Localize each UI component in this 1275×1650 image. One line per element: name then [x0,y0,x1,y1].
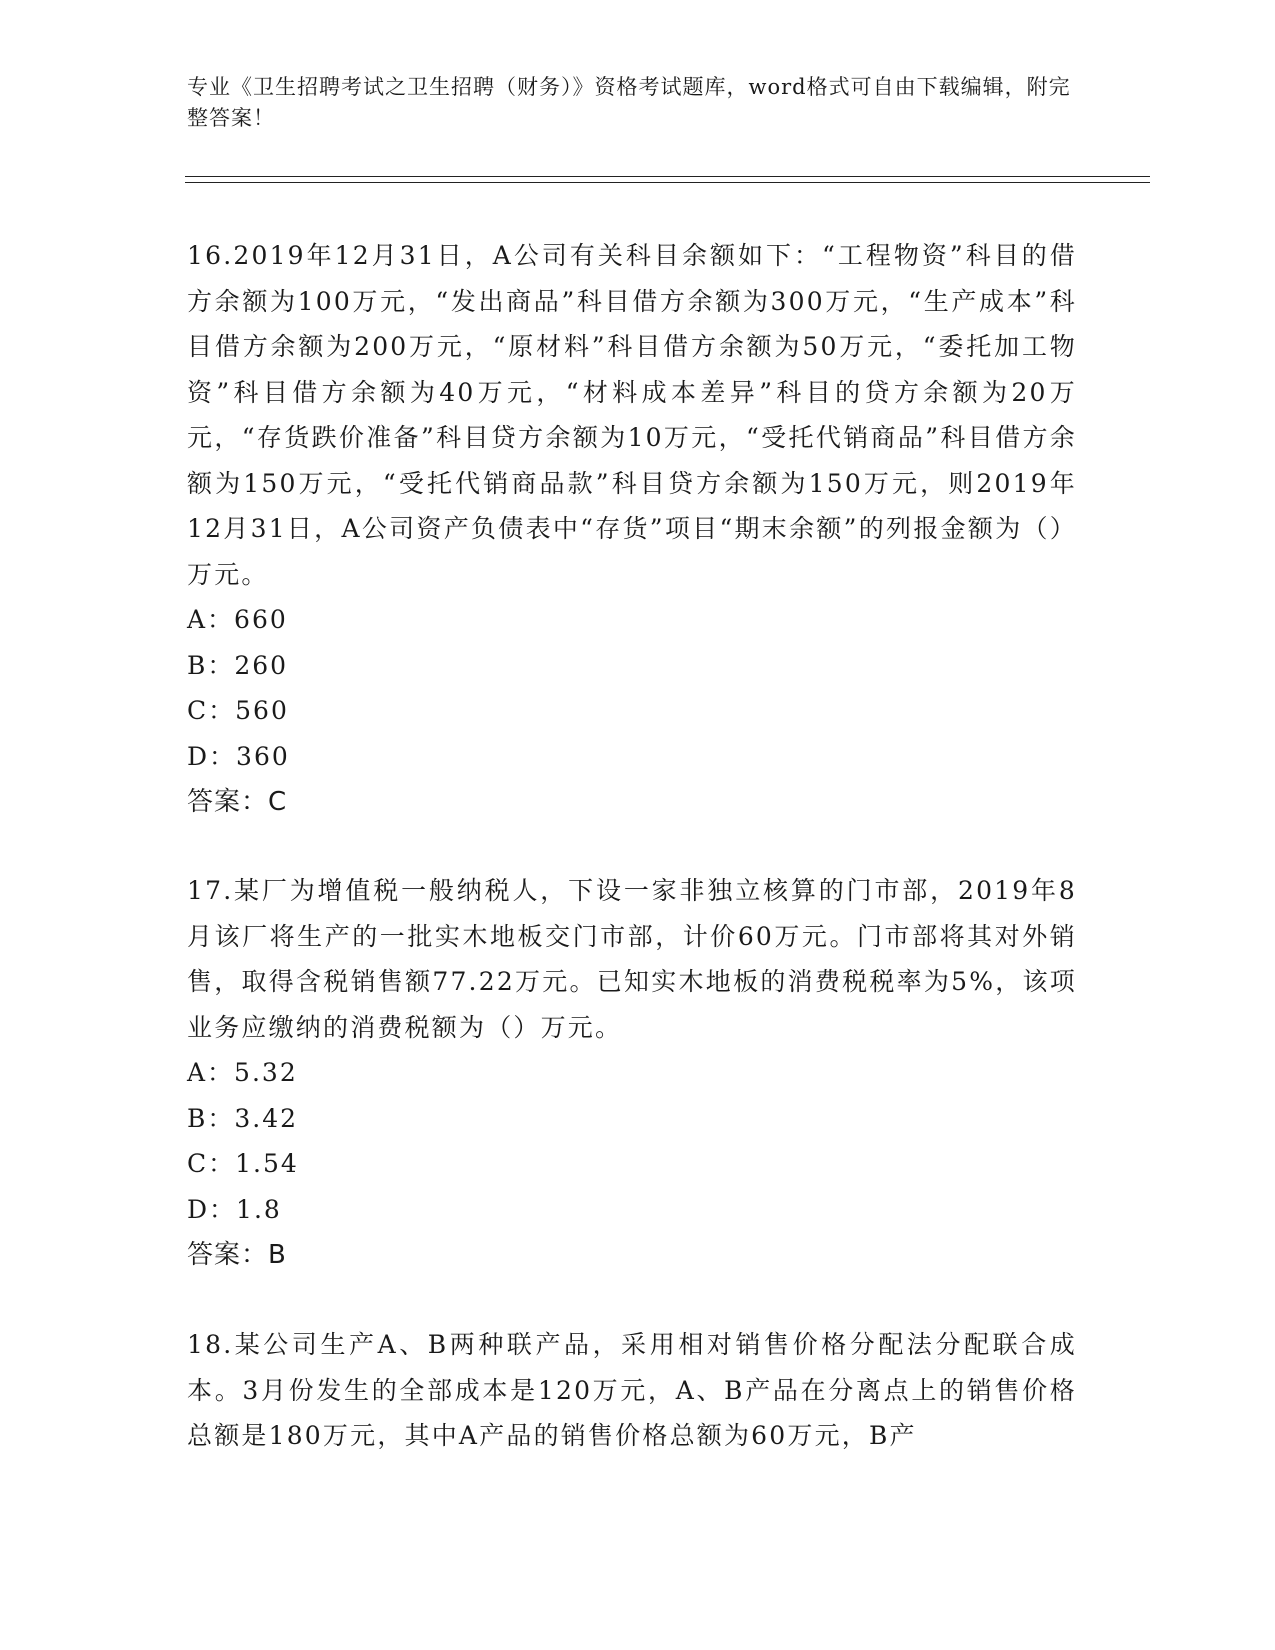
option-b: B：260 [187,650,289,680]
header-divider-bottom [185,182,1150,183]
option-c: C：1.54 [187,1149,299,1178]
document-header: 专业《卫生招聘考试之卫生招聘（财务）》资格考试题库，word格式可自由下载编辑，附完整答案！ [187,75,1071,130]
header-divider-top [185,176,1150,177]
option-d: D：1.8 [187,1194,282,1224]
option-a: A：5.32 [187,1058,298,1087]
answer-line: 答案：B [187,1240,287,1270]
question-16 [187,233,1077,825]
question-stem: 16.2019年12月31日，A公司有关科目余额如下：“工程物资”科目的借方余额为100万元，“发出商品”科目借方余额为300万元，“生产成本”科目借方余额为200万元，“原材料”科目借方余额为50万元，“委托加工物资”科目借方余额为40万元，“材料成本差异”科目的贷方余额为20万元，“存货跌价准备”科目贷方余额为10万元，“受托代销商品”科目借方余额为150万元，“受托代销商品款”科目贷方余额为150万元，则2019年12月31日，A公司资产负债表中“存货”项目“期末余额”的列报金额为（）万元。 [187,241,1077,589]
option-b: B：3.42 [187,1103,299,1133]
question-18 [187,1322,1077,1459]
answer-line: 答案：C [187,787,288,817]
question-stem: 18.某公司生产A、B两种联产品，采用相对销售价格分配法分配联合成本。3月份发生的全部成本是120万元，A、B产品在分离点上的销售价格总额是180万元，其中A产品的销售价格总额为60万元，B产 [187,1330,1077,1450]
option-a: A：660 [187,605,288,634]
option-c: C：560 [187,696,289,725]
question-stem: 17.某厂为增值税一般纳税人，下设一家非独立核算的门市部，2019年8月该厂将生产的一批实木地板交门市部，计价60万元。门市部将其对外销售，取得含税销售额77.22万元。已知实木地板的消费税税率为5%，该项业务应缴纳的消费税额为（）万元。 [187,876,1077,1042]
question-17 [187,868,1077,1278]
option-d: D：360 [187,741,290,771]
